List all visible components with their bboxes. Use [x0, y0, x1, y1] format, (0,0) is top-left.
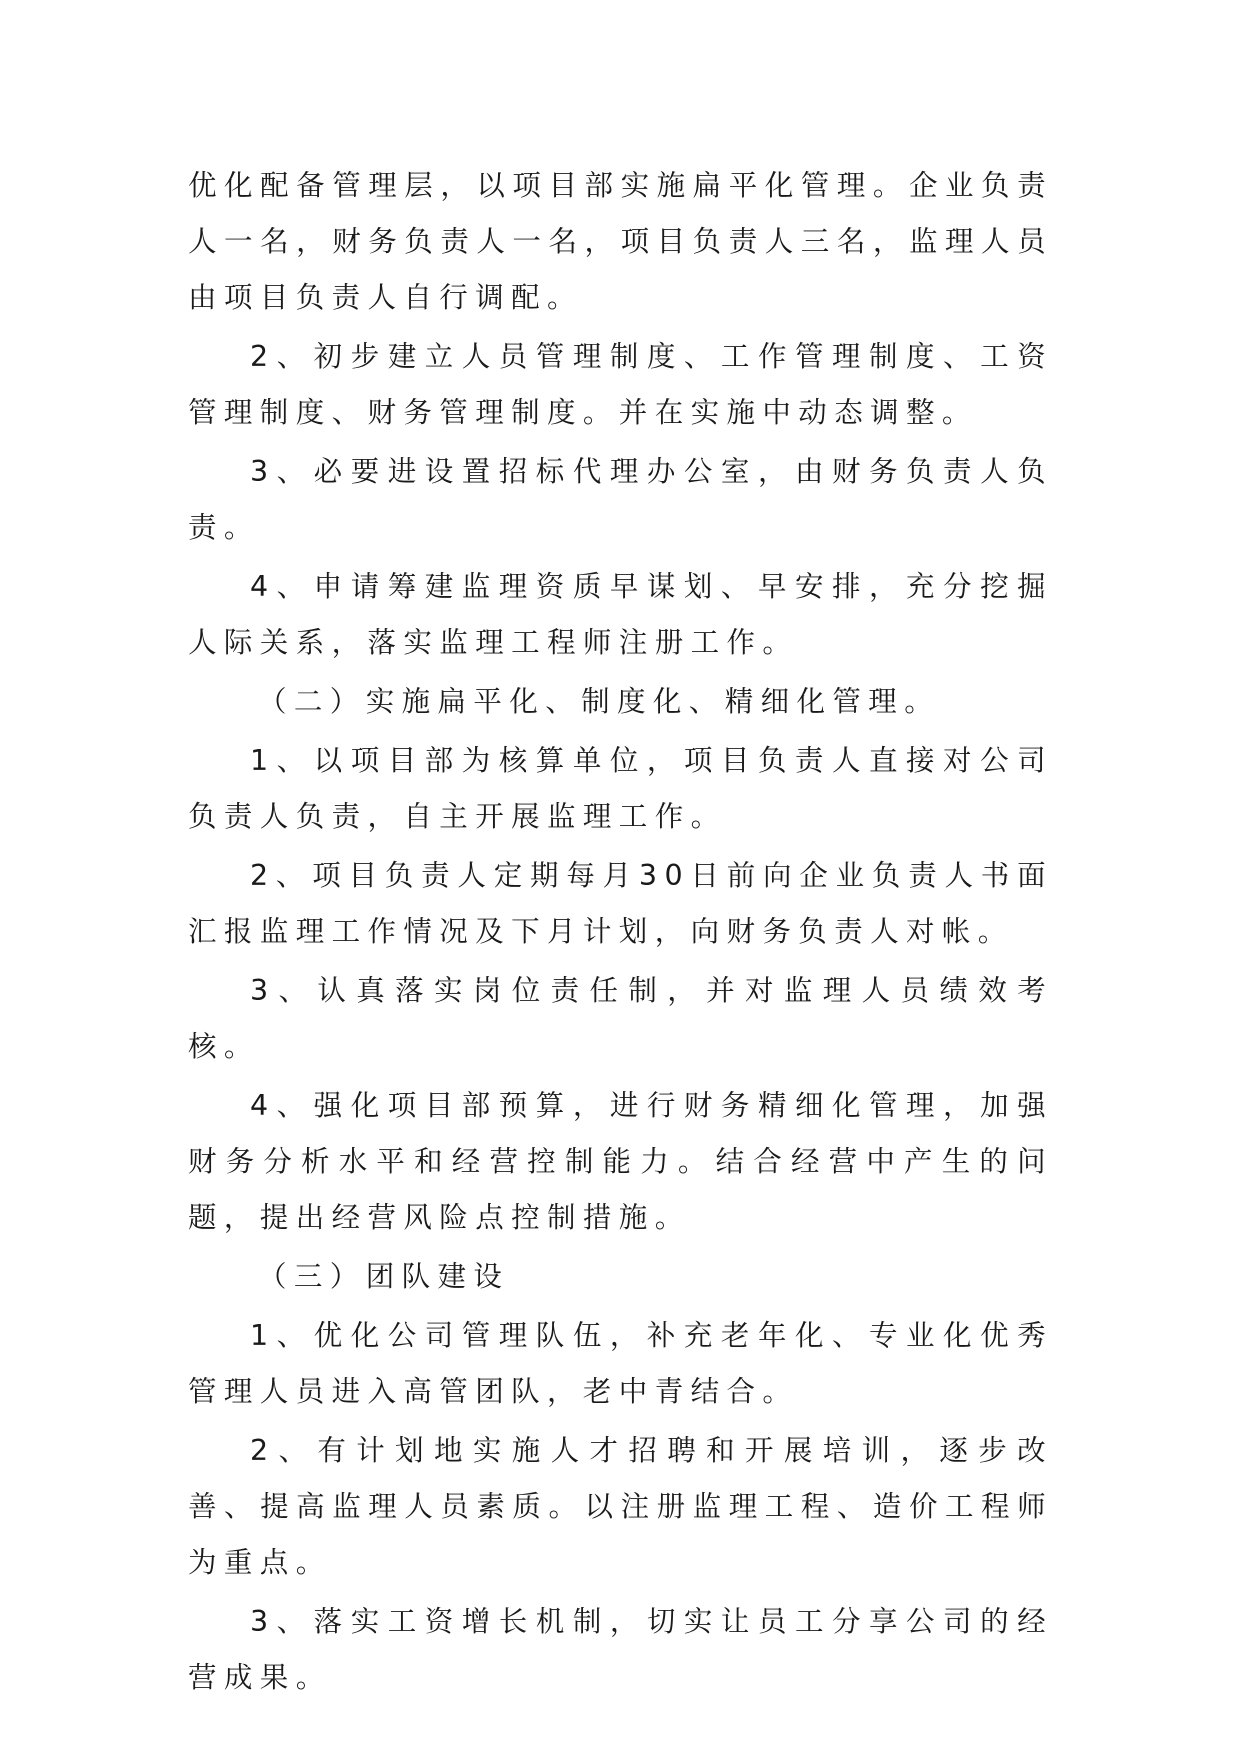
paragraph-item-2-4: 4、强化项目部预算，进行财务精细化管理，加强财务分析水平和经营控制能力。结合经营中产生的问题，提出经营风险点控制措施。 [188, 1089, 1053, 1234]
paragraph-item-3-1: 1、优化公司管理队伍，补充老年化、专业化优秀管理人员进入高管团队，老中青结合。 [188, 1319, 1053, 1408]
document-body [188, 158, 1053, 1706]
paragraph-item-3-3: 3、落实工资增长机制，切实让员工分享公司的经营成果。 [188, 1605, 1053, 1694]
paragraph-item-2-2: 2、项目负责人定期每月30日前向企业负责人书面汇报监理工作情况及下月计划，向财务负责人对帐。 [188, 859, 1053, 948]
section-heading-2: （二）实施扁平化、制度化、精细化管理。 [258, 685, 941, 718]
paragraph-continuation: 优化配备管理层，以项目部实施扁平化管理。企业负责人一名，财务负责人一名，项目负责人三名，监理人员由项目负责人自行调配。 [188, 169, 1053, 314]
paragraph-item-3-2: 2、有计划地实施人才招聘和开展培训，逐步改善、提高监理人员素质。以注册监理工程、造价工程师为重点。 [188, 1434, 1053, 1579]
paragraph-item-2-1: 1、以项目部为核算单位，项目负责人直接对公司负责人负责，自主开展监理工作。 [188, 744, 1053, 833]
paragraph-item-1-4: 4、申请筹建监理资质早谋划、早安排，充分挖掘人际关系，落实监理工程师注册工作。 [188, 570, 1053, 659]
section-heading-3: （三）团队建设 [258, 1260, 510, 1293]
paragraph-item-1-2: 2、初步建立人员管理制度、工作管理制度、工资管理制度、财务管理制度。并在实施中动态调整。 [188, 340, 1053, 429]
paragraph-item-1-3: 3、必要进设置招标代理办公室，由财务负责人负责。 [188, 455, 1053, 544]
paragraph-item-2-3: 3、认真落实岗位责任制，并对监理人员绩效考核。 [188, 974, 1053, 1063]
